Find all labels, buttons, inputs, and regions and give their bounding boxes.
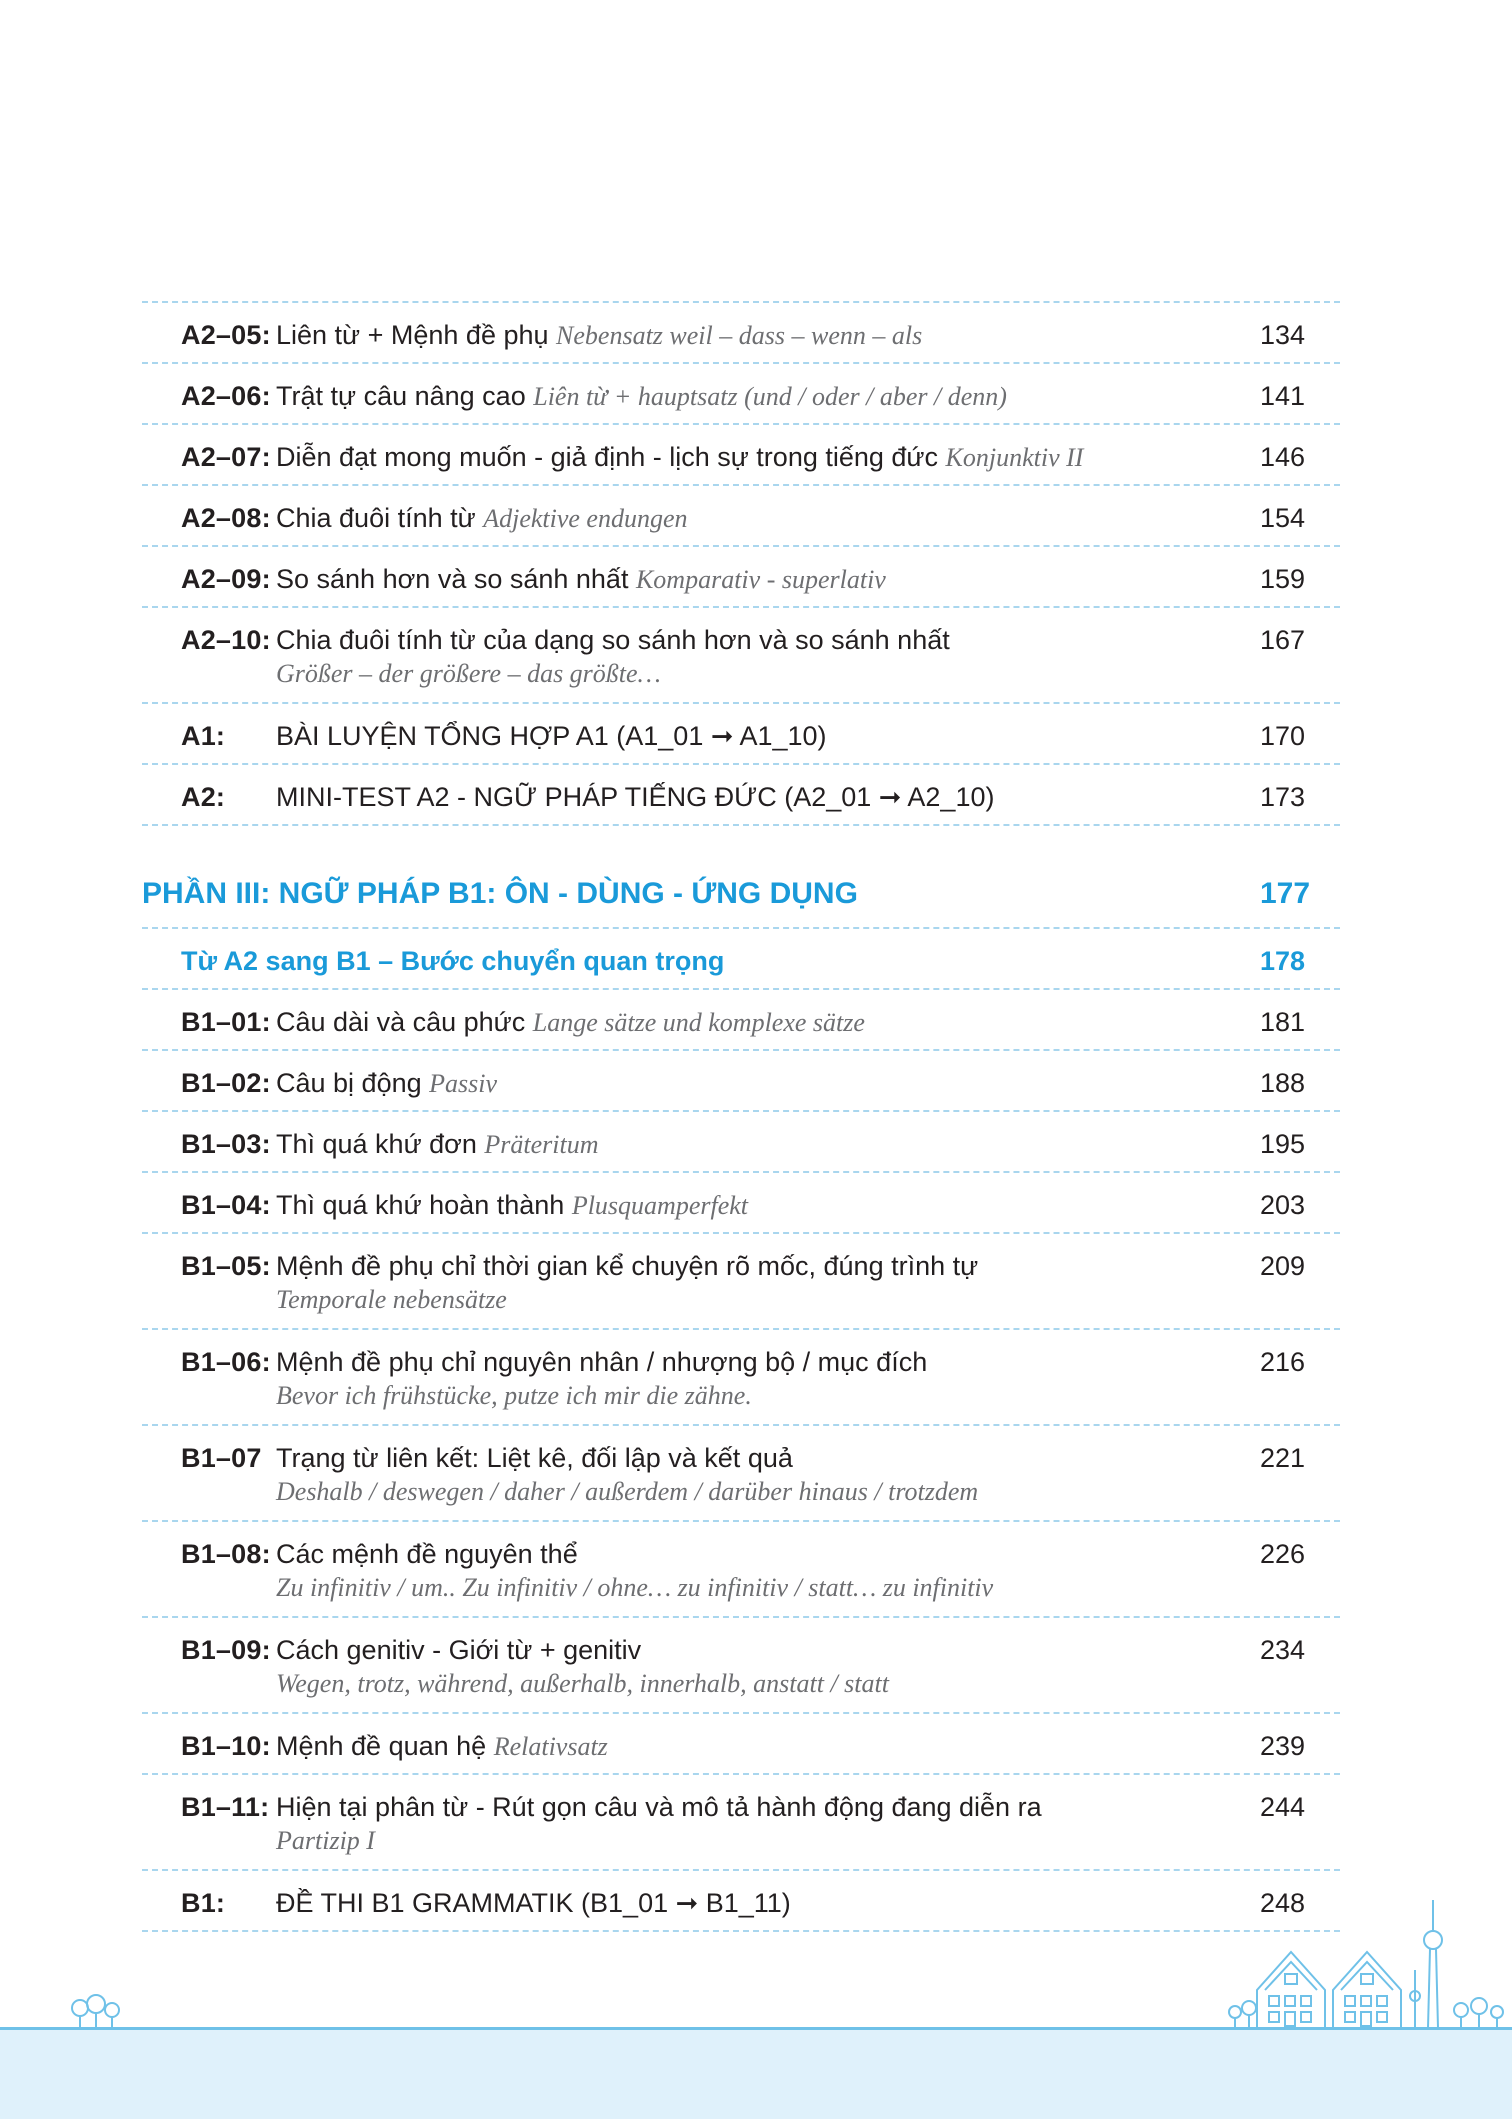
entry-code: B1–02: bbox=[181, 1068, 271, 1098]
entry-code: A2–08: bbox=[181, 503, 271, 533]
entry-title: Chia đuôi tính từ bbox=[276, 503, 476, 533]
entry-body bbox=[276, 1188, 1260, 1223]
entry-body bbox=[276, 1066, 1260, 1101]
toc-entry[interactable] bbox=[142, 1234, 1340, 1328]
entry-body bbox=[276, 440, 1260, 475]
entry-page: 203 bbox=[1260, 1190, 1306, 1220]
entry-title: BÀI LUYỆN TỔNG HỢP A1 (A1_01 ➞ A1_10) bbox=[276, 721, 827, 751]
entry-code: B1–07 bbox=[181, 1443, 262, 1473]
entry-title: So sánh hơn và so sánh nhất bbox=[276, 564, 629, 594]
entry-page: 239 bbox=[1260, 1731, 1306, 1761]
toc-entry[interactable] bbox=[142, 364, 1340, 423]
entry-code: A2–07: bbox=[181, 442, 271, 472]
entry-title: Cách genitiv - Giới từ + genitiv bbox=[276, 1635, 642, 1665]
entry-body bbox=[276, 1249, 1260, 1317]
entry-page: 216 bbox=[1260, 1347, 1306, 1377]
entry-title: Chia đuôi tính từ của dạng so sánh hơn và so sánh nhất bbox=[276, 625, 950, 655]
entry-page: 167 bbox=[1260, 625, 1306, 655]
entry-body bbox=[276, 623, 1260, 691]
entry-page: 234 bbox=[1260, 1635, 1306, 1665]
entry-body bbox=[276, 379, 1260, 414]
entry-german-term: Plusquamperfekt bbox=[571, 1191, 748, 1220]
entry-body bbox=[276, 719, 1260, 753]
entry-body bbox=[276, 1345, 1260, 1413]
entry-title: MINI-TEST A2 - NGỮ PHÁP TIẾNG ĐỨC (A2_01 ➞ A2_10) bbox=[276, 782, 995, 812]
entry-body bbox=[276, 1633, 1260, 1701]
entry-title: Liên từ + Mệnh đề phụ bbox=[276, 320, 549, 350]
toc-entry[interactable] bbox=[142, 1426, 1340, 1520]
entry-page: 134 bbox=[1260, 320, 1306, 350]
toc-entries-bottom bbox=[142, 990, 1340, 1932]
entry-german-term: Komparativ - superlativ bbox=[635, 565, 886, 594]
entry-code: A2–06: bbox=[181, 381, 271, 411]
tree-cluster-icon bbox=[68, 1992, 126, 2032]
entry-title: Các mệnh đề nguyên thể bbox=[276, 1539, 578, 1569]
entry-code: B1: bbox=[181, 1888, 226, 1918]
entry-title: Mệnh đề phụ chỉ thời gian kể chuyện rõ mốc, đúng trình tự bbox=[276, 1251, 979, 1281]
entry-page: 209 bbox=[1260, 1251, 1306, 1281]
entry-title: Câu bị động bbox=[276, 1068, 422, 1098]
entry-code: A2–09: bbox=[181, 564, 271, 594]
toc-entry[interactable] bbox=[142, 1618, 1340, 1712]
toc-entries-top bbox=[142, 303, 1340, 826]
table-of-contents bbox=[142, 301, 1340, 1932]
entry-page: 244 bbox=[1260, 1792, 1306, 1822]
entry-title: Trạng từ liên kết: Liệt kê, đối lập và kết quả bbox=[276, 1443, 793, 1473]
entry-page: 154 bbox=[1260, 503, 1306, 533]
entry-german-term: Liên từ + hauptsatz (und / oder / aber / denn) bbox=[533, 382, 1007, 411]
toc-entry[interactable] bbox=[142, 1051, 1340, 1110]
section-page: 177 bbox=[1260, 877, 1311, 910]
entry-body bbox=[276, 562, 1260, 597]
entry-code: B1–09: bbox=[181, 1635, 271, 1665]
entry-german-term: Nebensatz weil – dass – wenn – als bbox=[556, 321, 923, 350]
toc-entry[interactable] bbox=[142, 990, 1340, 1049]
entry-body bbox=[276, 1886, 1260, 1920]
entry-title: ĐỀ THI B1 GRAMMATIK (B1_01 ➞ B1_11) bbox=[276, 1888, 791, 1918]
toc-entry[interactable] bbox=[142, 1714, 1340, 1773]
toc-entry[interactable] bbox=[142, 425, 1340, 484]
toc-entry[interactable] bbox=[142, 1330, 1340, 1424]
toc-entry[interactable] bbox=[142, 1112, 1340, 1171]
entry-page: 173 bbox=[1260, 782, 1306, 812]
entry-title: Thì quá khứ hoàn thành bbox=[276, 1190, 565, 1220]
entry-german-subtitle: Bevor ich frühstücke, putze ich mir die zähne. bbox=[276, 1381, 752, 1410]
entry-title: Trật tự câu nâng cao bbox=[276, 381, 526, 411]
entry-body bbox=[276, 1441, 1260, 1509]
entry-body bbox=[276, 1537, 1260, 1605]
toc-entry[interactable] bbox=[142, 547, 1340, 606]
entry-body bbox=[276, 1005, 1260, 1040]
entry-german-term: Konjunktiv II bbox=[945, 443, 1084, 472]
entry-german-subtitle: Partizip I bbox=[276, 1826, 375, 1855]
intro-title: Từ A2 sang B1 – Bước chuyển quan trọng bbox=[181, 946, 725, 976]
entry-code: A2–10: bbox=[181, 625, 271, 655]
entry-code: B1–06: bbox=[181, 1347, 271, 1377]
entry-page: 248 bbox=[1260, 1888, 1306, 1918]
divider bbox=[142, 1930, 1340, 1932]
entry-page: 146 bbox=[1260, 442, 1306, 472]
entry-title: Thì quá khứ đơn bbox=[276, 1129, 477, 1159]
entry-german-term: Präteritum bbox=[484, 1130, 599, 1159]
footer-band bbox=[0, 2030, 1512, 2119]
toc-intro-entry[interactable] bbox=[142, 929, 1340, 988]
entry-page: 141 bbox=[1260, 381, 1306, 411]
entry-code: A2: bbox=[181, 782, 226, 812]
entry-page: 221 bbox=[1260, 1443, 1306, 1473]
toc-entry[interactable] bbox=[142, 303, 1340, 362]
entry-title: Mệnh đề phụ chỉ nguyên nhân / nhượng bộ / mục đích bbox=[276, 1347, 928, 1377]
toc-entry[interactable] bbox=[142, 1522, 1340, 1616]
toc-entry[interactable] bbox=[142, 608, 1340, 702]
entry-body bbox=[276, 318, 1260, 353]
entry-body bbox=[276, 1127, 1260, 1162]
entry-german-term: Relativsatz bbox=[493, 1732, 608, 1761]
entry-page: 159 bbox=[1260, 564, 1306, 594]
entry-page: 181 bbox=[1260, 1007, 1306, 1037]
entry-page: 170 bbox=[1260, 721, 1306, 751]
entry-title: Diễn đạt mong muốn - giả định - lịch sự trong tiếng đức bbox=[276, 442, 938, 472]
toc-entry[interactable] bbox=[142, 704, 1340, 763]
entry-page: 188 bbox=[1260, 1068, 1306, 1098]
entry-german-term: Passiv bbox=[429, 1069, 498, 1098]
toc-entry[interactable] bbox=[142, 1173, 1340, 1232]
entry-body bbox=[276, 1729, 1260, 1764]
toc-entry[interactable] bbox=[142, 765, 1340, 824]
entry-german-subtitle: Zu infinitiv / um.. Zu infinitiv / ohne… zu infinitiv / statt… zu infinitiv bbox=[276, 1573, 994, 1602]
entry-code: B1–03: bbox=[181, 1129, 271, 1159]
entry-title: Câu dài và câu phức bbox=[276, 1007, 526, 1037]
entry-german-term: Adjektive endungen bbox=[483, 504, 688, 533]
entry-code: B1–10: bbox=[181, 1731, 271, 1761]
toc-entry[interactable] bbox=[142, 486, 1340, 545]
entry-german-subtitle: Deshalb / deswegen / daher / außerdem / darüber hinaus / trotzdem bbox=[276, 1477, 979, 1506]
entry-title: Mệnh đề quan hệ bbox=[276, 1731, 487, 1761]
intro-page: 178 bbox=[1260, 946, 1306, 976]
entry-page: 195 bbox=[1260, 1129, 1306, 1159]
entry-code: A2–05: bbox=[181, 320, 271, 350]
toc-entry[interactable] bbox=[142, 1871, 1340, 1930]
entry-german-subtitle: Wegen, trotz, während, außerhalb, innerhalb, anstatt / statt bbox=[276, 1669, 889, 1698]
toc-entry[interactable] bbox=[142, 1775, 1340, 1869]
entry-body bbox=[276, 780, 1260, 814]
entry-code: B1–01: bbox=[181, 1007, 271, 1037]
city-skyline-icon bbox=[1225, 1900, 1512, 2030]
section-heading[interactable] bbox=[142, 826, 1340, 927]
section-title: PHẦN III: NGỮ PHÁP B1: ÔN - DÙNG - ỨNG DỤNG bbox=[142, 877, 858, 910]
entry-german-term: Lange sätze und komplexe sätze bbox=[532, 1008, 865, 1037]
entry-code: B1–08: bbox=[181, 1539, 271, 1569]
entry-german-subtitle: Größer – der größere – das größte… bbox=[276, 659, 661, 688]
entry-german-subtitle: Temporale nebensätze bbox=[276, 1285, 507, 1314]
entry-code: B1–11: bbox=[181, 1792, 270, 1822]
entry-page: 226 bbox=[1260, 1539, 1306, 1569]
entry-body bbox=[276, 1790, 1260, 1858]
entry-code: A1: bbox=[181, 721, 226, 751]
entry-code: B1–05: bbox=[181, 1251, 271, 1281]
entry-body bbox=[276, 501, 1260, 536]
entry-title: Hiện tại phân từ - Rút gọn câu và mô tả hành động đang diễn ra bbox=[276, 1792, 1042, 1822]
entry-code: B1–04: bbox=[181, 1190, 271, 1220]
